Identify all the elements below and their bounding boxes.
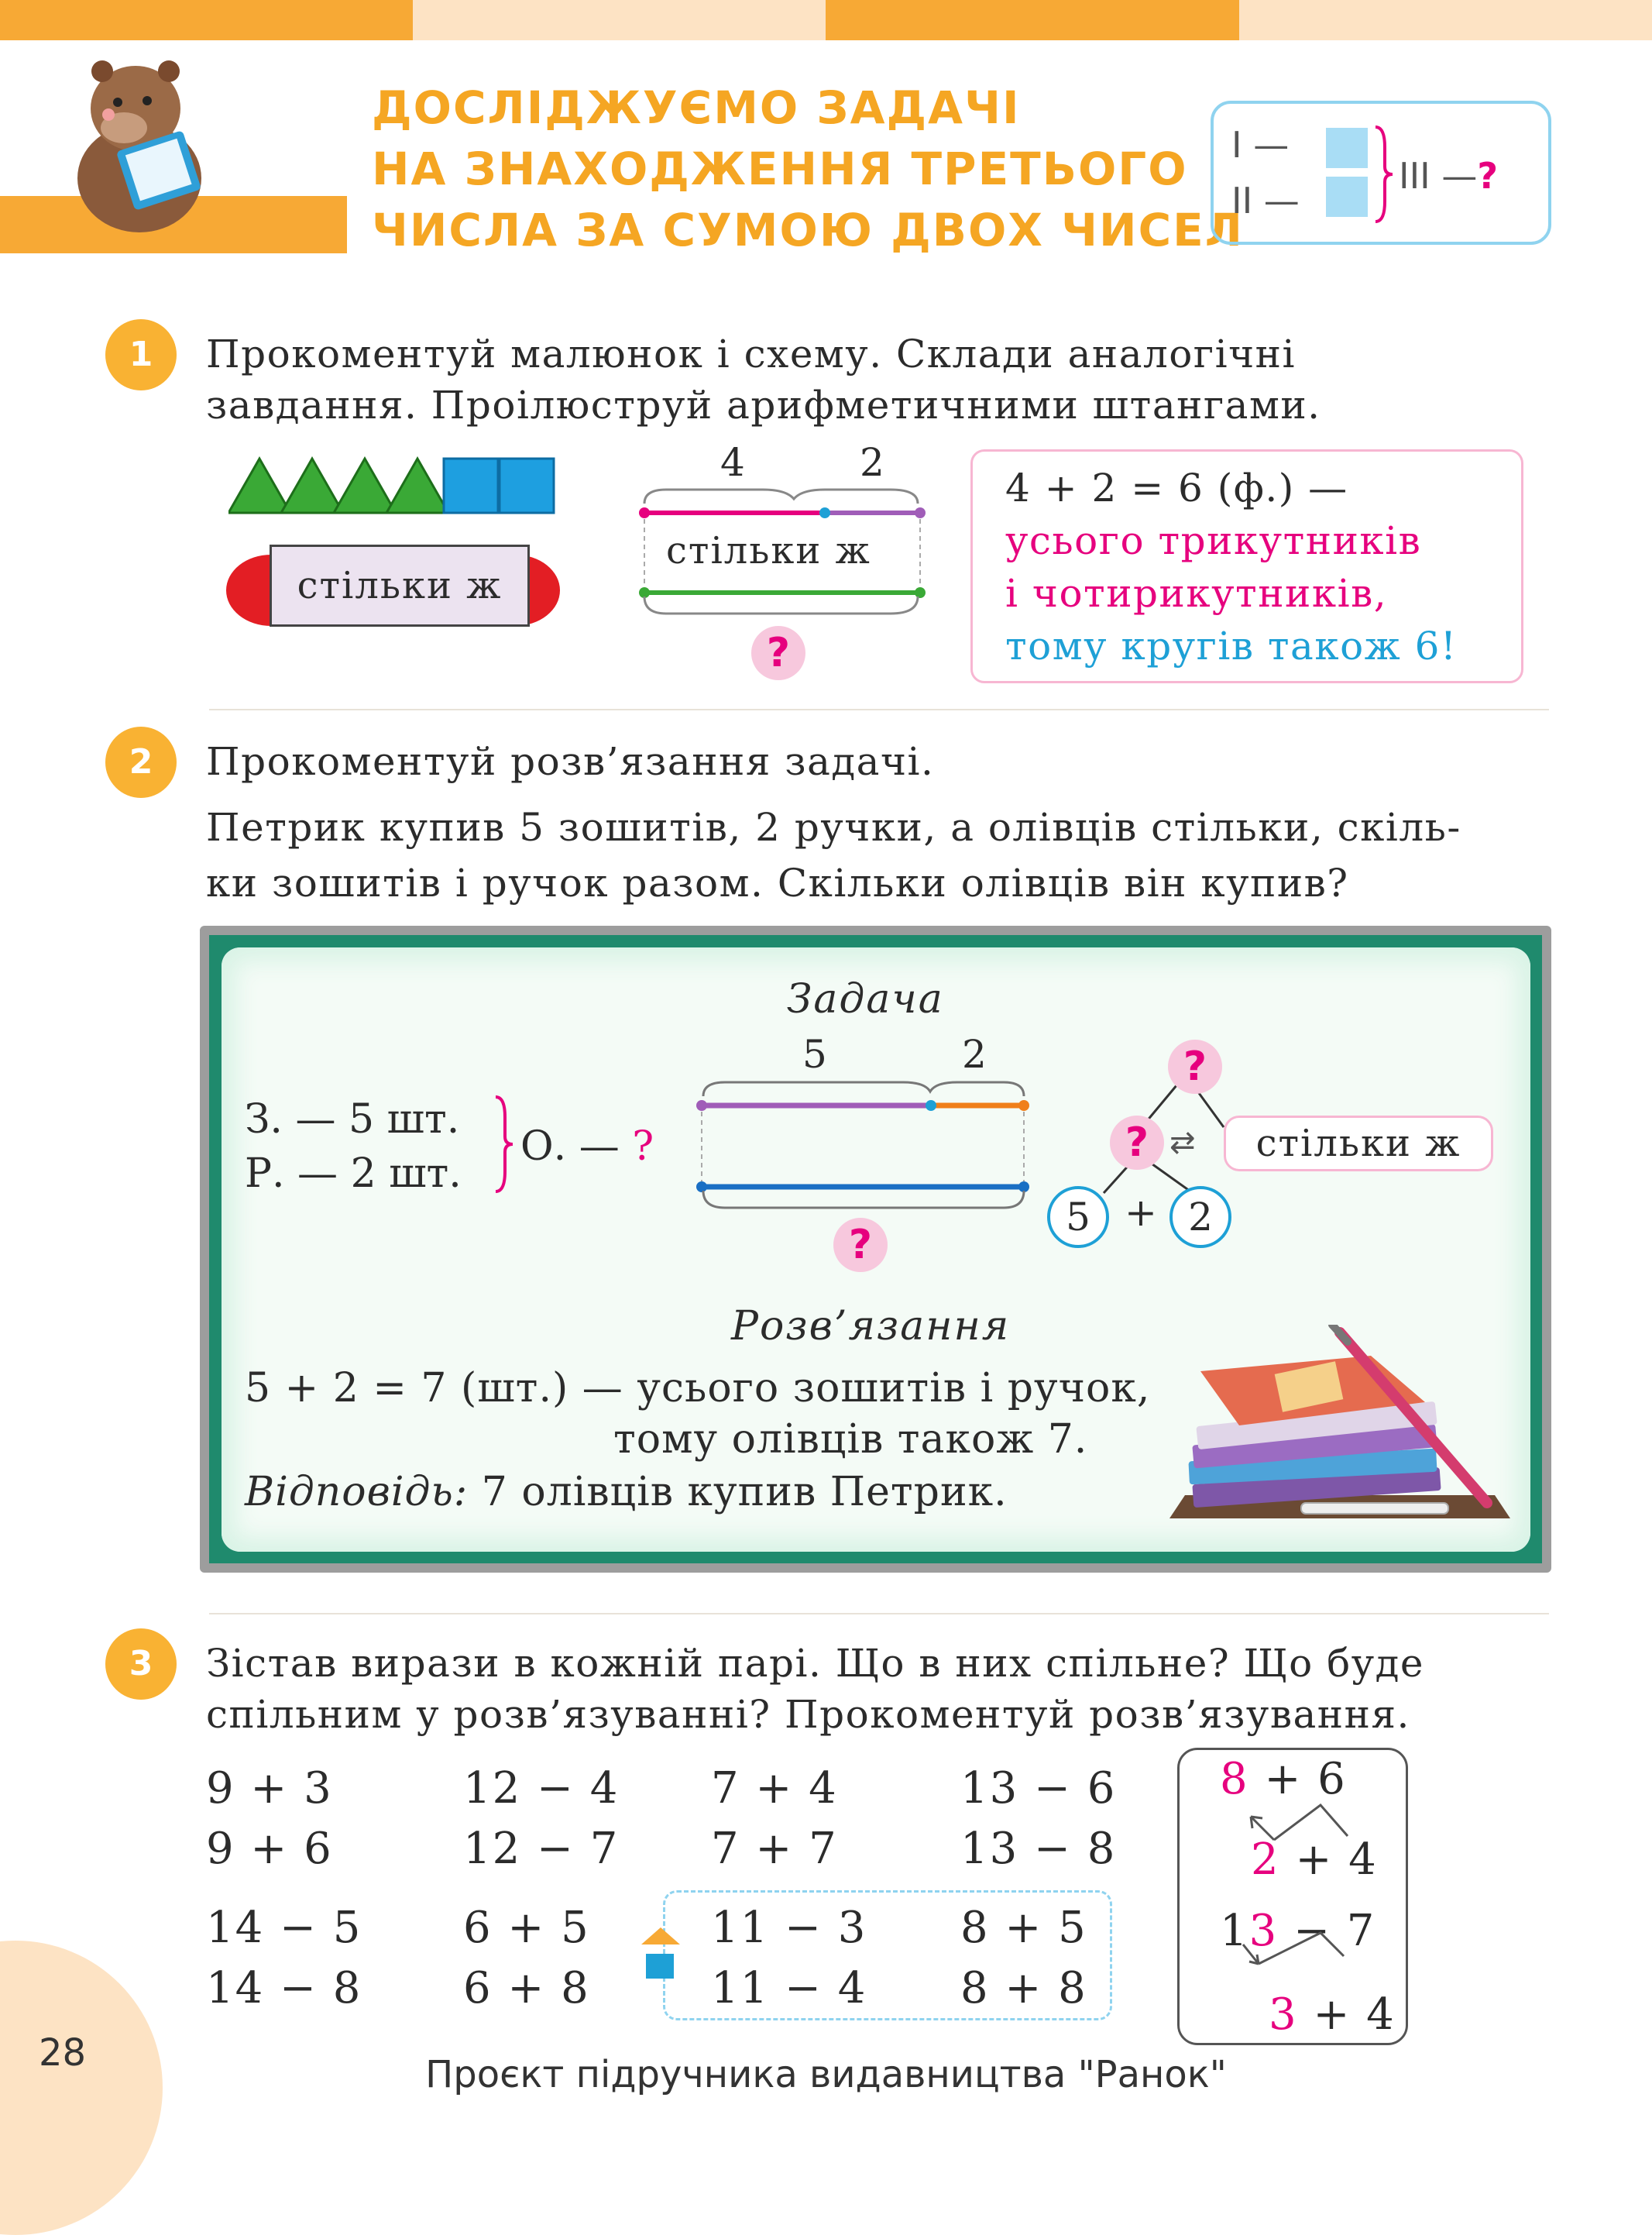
page-title (372, 77, 1244, 261)
task-1-explanation (1005, 462, 1458, 672)
example-arrows (1220, 1797, 1406, 1999)
short-record-line-2: Р. — 2 шт. (245, 1150, 462, 1197)
explanation-line-2: усього трикутників (1005, 518, 1422, 563)
example-expr-2: 2 + 4 (1251, 1834, 1378, 1885)
separator-1 (209, 709, 1549, 710)
example-expr-1: 8 + 6 (1220, 1754, 1347, 1804)
pair-8 (960, 1898, 1087, 2019)
task-3-line-2: спільним у розв’язуванні? Прокоментуй розв’язування. (206, 1692, 1410, 1737)
pair-5 (206, 1898, 362, 2019)
board-seg-label-2: 2 (962, 1032, 987, 1077)
scheme-row-2: II — (1231, 180, 1300, 222)
separator-2 (209, 1613, 1549, 1614)
pair-3 (711, 1759, 838, 1879)
tree-stilky-label: стільки ж (1224, 1116, 1493, 1171)
swap-arrows-icon: ⇄ (1169, 1125, 1196, 1160)
task-1-line-1: Прокоментуй малюнок і схему. Склади аналогічні (206, 332, 1296, 377)
title-line-3: ЧИСЛА ЗА СУМОЮ ДВОХ ЧИСЕЛ (372, 204, 1244, 256)
pair-6 (463, 1898, 590, 2019)
scheme-row-1: I — (1231, 124, 1290, 166)
short-record-line-1: З. — 5 шт. (245, 1096, 460, 1143)
board-segment-diagram (694, 1073, 1035, 1220)
pair-7 (711, 1898, 867, 2019)
expr-item: 14 − 5 (206, 1903, 362, 1953)
expr-item: 8 + 5 (960, 1903, 1087, 1953)
expr-item: 13 − 8 (960, 1824, 1117, 1874)
house-icon (641, 1927, 680, 1983)
title-line-2: НА ЗНАХОДЖЕННЯ ТРЕТЬОГО (372, 143, 1188, 195)
short-record (245, 1092, 462, 1201)
triangle-4 (386, 459, 448, 513)
square-2 (500, 459, 554, 513)
pair-4 (960, 1759, 1116, 1879)
expr-item: 8 + 8 (960, 1963, 1087, 2013)
task-2-text (206, 799, 1461, 911)
expr-item: 12 − 4 (463, 1763, 620, 1814)
scheme-right: III —? (1399, 155, 1499, 197)
board-segment-question: ? (833, 1218, 888, 1272)
task-3-number: 3 (105, 1628, 177, 1700)
tree-leaf-2: 2 (1169, 1186, 1231, 1248)
task-2-intro: Прокоментуй розв’язання задачі. (206, 739, 935, 784)
explanation-line-3: і чотирикутників, (1005, 571, 1388, 616)
segment-stilky: стільки ж (666, 529, 871, 573)
triangle-3 (334, 459, 396, 513)
segment-label-2: 2 (860, 440, 884, 485)
title-line-1: ДОСЛІДЖУЄМО ЗАДАЧІ (372, 81, 1021, 134)
board-heading-rozvyazannya: Розв’язання (731, 1303, 1011, 1350)
solution-line-1: 5 + 2 = 7 (шт.) — усього зошитів і ручок, (245, 1365, 1151, 1411)
tree-top-question: ? (1168, 1040, 1222, 1094)
scheme-square-2 (1326, 177, 1368, 217)
stilky-card: стільки ж (270, 545, 530, 627)
example-expr-4: 3 + 4 (1269, 1989, 1396, 2040)
expr-item: 11 − 4 (711, 1963, 867, 2013)
answer-line: Відповідь: 7 олівців купив Петрик. (245, 1469, 1008, 1515)
expr-item: 9 + 3 (206, 1763, 333, 1814)
expr-item: 7 + 4 (711, 1763, 838, 1814)
task-2-line-2: ки зошитів і ручок разом. Скільки олівців він купив? (206, 861, 1349, 906)
task-2-number: 2 (105, 727, 177, 798)
solution-line-2: тому олівців також 7. (613, 1416, 1088, 1463)
task-3-text (206, 1638, 1424, 1740)
explanation-line-4: тому кругів також 6! (1005, 624, 1458, 669)
pair-2 (463, 1759, 619, 1879)
short-record-brace (493, 1094, 516, 1195)
expr-item: 7 + 7 (711, 1824, 838, 1874)
pair-1 (206, 1759, 333, 1879)
expr-item: 11 − 3 (711, 1903, 867, 1953)
page-number: 28 (39, 2031, 87, 2075)
shapes-row (228, 456, 562, 517)
expr-item: 9 + 6 (206, 1824, 333, 1874)
tree-mid-question: ? (1110, 1116, 1164, 1170)
task-1-number: 1 (105, 319, 177, 390)
task-1-text (206, 328, 1321, 431)
task-1-question-mark: ? (751, 626, 805, 680)
task-1-line-2: завдання. Проілюструй арифметичними штангами. (206, 383, 1321, 428)
example-expr-3: 13 − 7 (1220, 1906, 1376, 1956)
top-color-bar (0, 0, 1652, 40)
triangle-2 (281, 459, 343, 513)
task-2-line-1: Петрик купив 5 зошитів, 2 ручки, а олівців стільки, скіль- (206, 805, 1461, 850)
segment-label-4: 4 (720, 440, 745, 485)
scheme-brace (1372, 124, 1396, 225)
notebooks-pen-illustration (1169, 1325, 1510, 1526)
footer-note: Проєкт підручника видавництва "Ранок" (425, 2053, 1227, 2096)
board-heading-zadacha: Задача (787, 976, 944, 1023)
task-3-line-1: Зістав вирази в кожній парі. Що в них спільне? Що буде (206, 1641, 1424, 1686)
expr-item: 6 + 5 (463, 1903, 590, 1953)
expr-item: 13 − 6 (960, 1763, 1117, 1814)
explanation-line-1: 4 + 2 = 6 (ф.) — (1005, 466, 1348, 511)
expr-item: 14 − 8 (206, 1963, 362, 2013)
expr-item: 12 − 7 (463, 1824, 620, 1874)
expr-item: 6 + 8 (463, 1963, 590, 2013)
beaver-reading-illustration (62, 54, 217, 232)
board-seg-label-5: 5 (802, 1032, 827, 1077)
short-record-right: О. — ? (520, 1123, 654, 1170)
triangle-1 (228, 459, 290, 513)
tree-plus: + (1125, 1190, 1157, 1235)
tree-leaf-5: 5 (1047, 1186, 1109, 1248)
scheme-square-1 (1326, 128, 1368, 168)
square-1 (444, 459, 498, 513)
